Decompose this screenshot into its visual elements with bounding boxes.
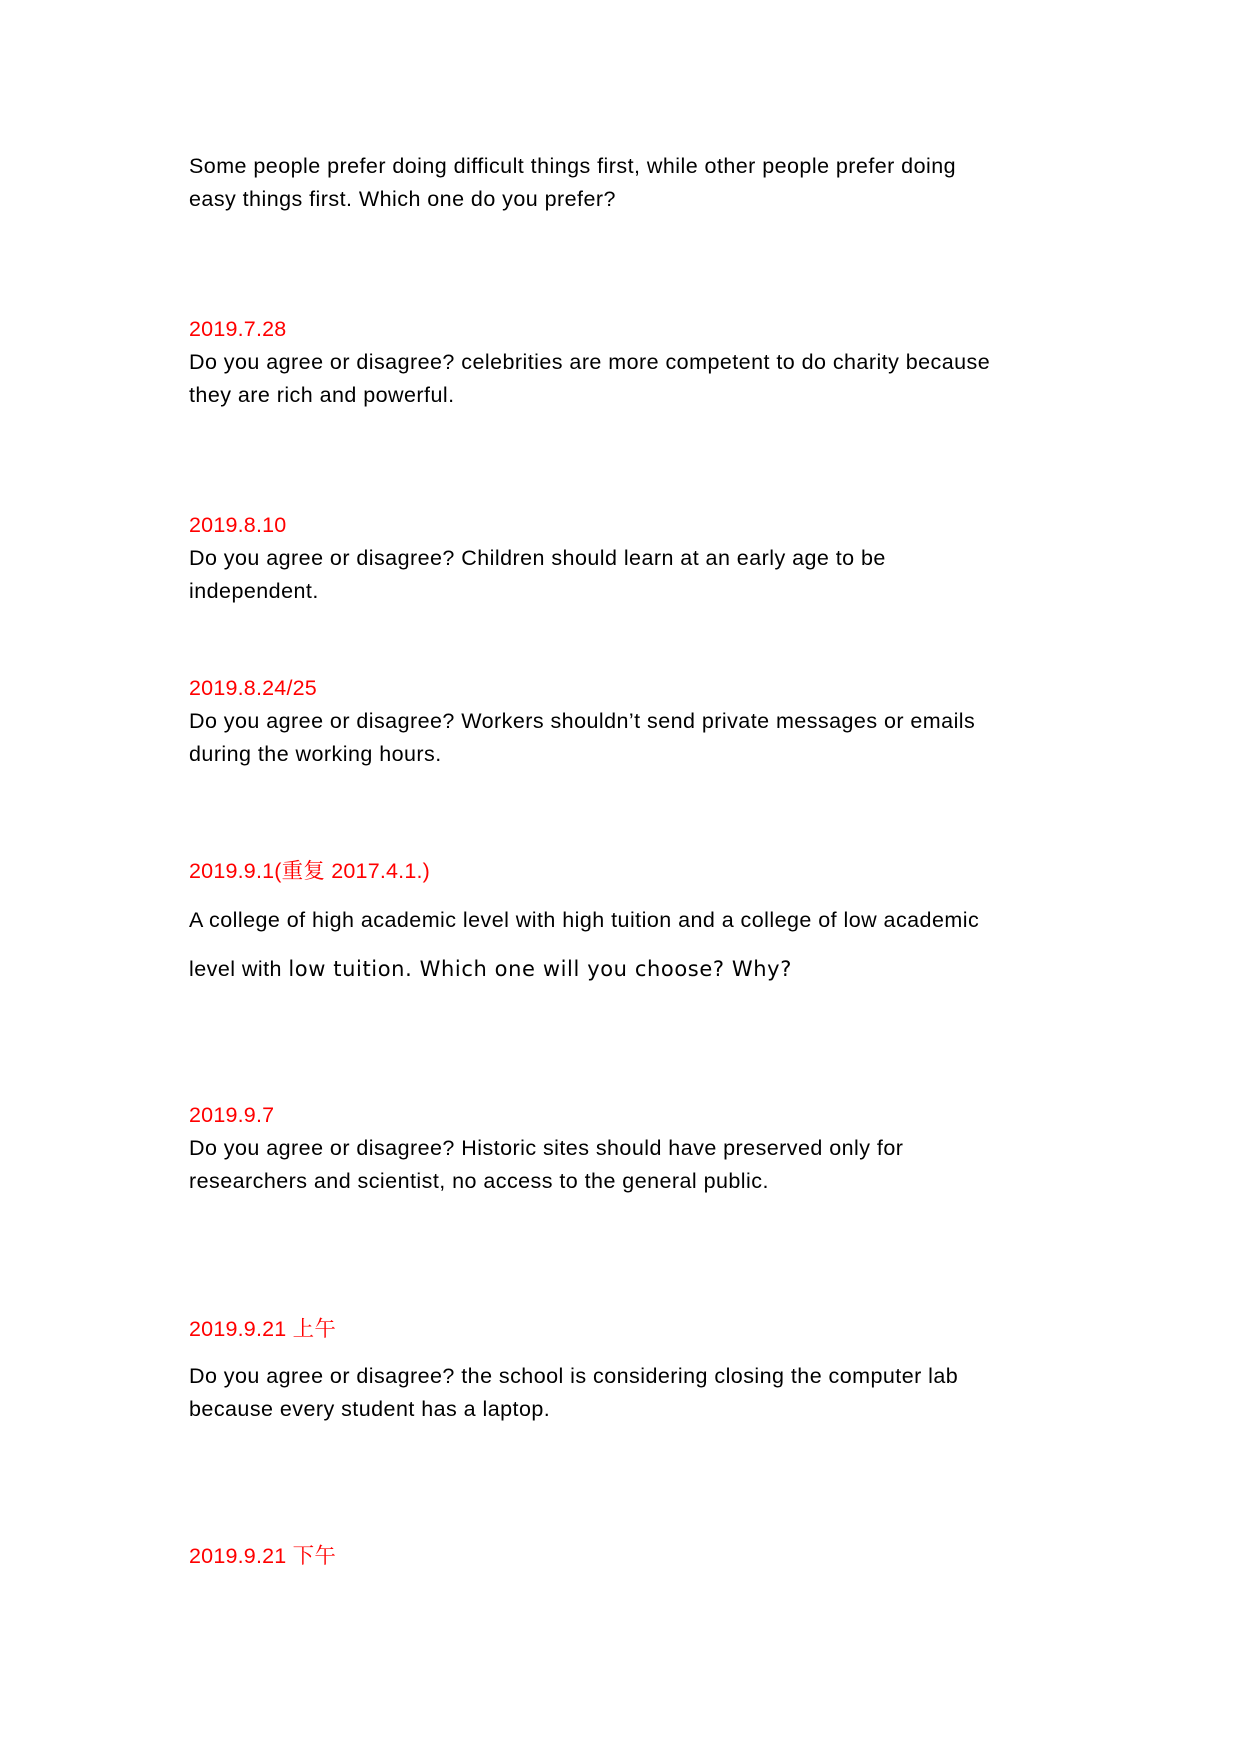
entry-4 (189, 855, 1069, 994)
entry-date: 2019.9.1(重复 2017.4.1.) (189, 859, 431, 883)
entry-text-line: independent. (189, 579, 319, 603)
entry-text-line: Do you agree or disagree? Children should learn at an early age to be (189, 546, 886, 570)
entry-text-segment: level with (189, 957, 289, 981)
entry-0 (189, 150, 1069, 216)
entry-text-line: Do you agree or disagree? celebrities are more competent to do charity because (189, 350, 991, 374)
entry-1 (189, 313, 1069, 412)
entry-text-line: they are rich and powerful. (189, 383, 455, 407)
entry-text-line: Do you agree or disagree? Workers shouldn’t send private messages or emails (189, 709, 976, 733)
entry-date: 2019.8.10 (189, 513, 287, 537)
entry-3 (189, 672, 1069, 771)
entry-text-line: researchers and scientist, no access to the general public. (189, 1169, 769, 1193)
entry-text-segment: low tuition. Which one will you choose? Why? (288, 957, 792, 981)
entry-6 (189, 1313, 1069, 1426)
entry-7 (189, 1540, 1069, 1573)
entry-date: 2019.8.24/25 (189, 676, 317, 700)
entry-text-line: Do you agree or disagree? the school is considering closing the computer lab (189, 1364, 959, 1388)
entry-5 (189, 1099, 1069, 1198)
entry-2 (189, 509, 1069, 608)
entry-text-line: because every student has a laptop. (189, 1397, 551, 1421)
entry-text-line: during the working hours. (189, 742, 442, 766)
entry-date: 2019.9.21 上午 (189, 1317, 337, 1341)
entry-text-line: A college of high academic level with high tuition and a college of low academic (189, 908, 980, 932)
entry-text-line (189, 945, 1069, 994)
entry-date: 2019.9.21 下午 (189, 1544, 337, 1568)
entry-text-line: Some people prefer doing difficult things first, while other people prefer doing (189, 154, 957, 178)
entry-date: 2019.7.28 (189, 317, 287, 341)
entry-text-line: easy things first. Which one do you prefer? (189, 187, 616, 211)
entry-date: 2019.9.7 (189, 1103, 275, 1127)
entry-text-line: Do you agree or disagree? Historic sites should have preserved only for (189, 1136, 904, 1160)
